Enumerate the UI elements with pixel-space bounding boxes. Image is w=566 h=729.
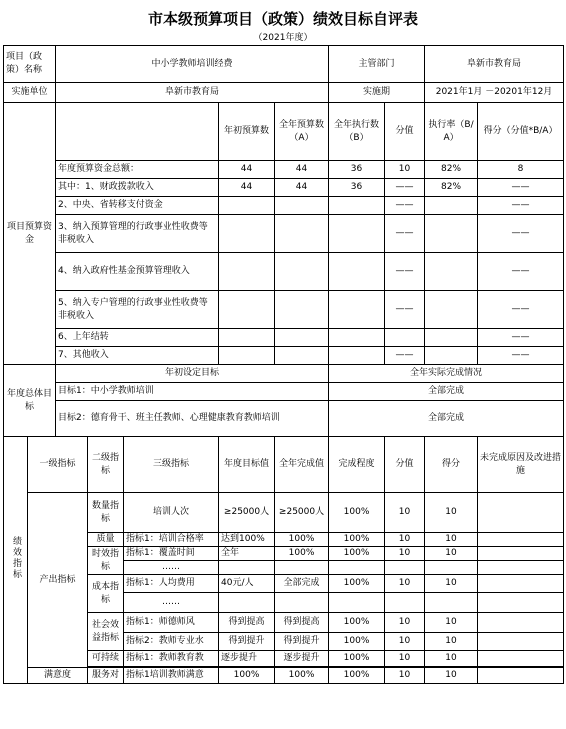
table-row: 可持续 指标1：教师教育教 逐步提升 逐步提升 100% 10 10 bbox=[4, 651, 564, 667]
output-indicator-label: 产出指标 bbox=[28, 493, 88, 668]
ellipsis-cell: …… bbox=[124, 561, 219, 575]
header-score: 分值 bbox=[385, 103, 425, 161]
table-row: 社会效益指标 指标1：师德师风 得到提高 得到提高 100% 10 10 bbox=[4, 613, 564, 633]
table-row: 时效指标 指标1：覆盖时间 全年 100% 100% 10 10 bbox=[4, 547, 564, 561]
budget-section-label: 项目预算资金 bbox=[4, 103, 56, 365]
unit-label: 实施单位 bbox=[4, 83, 56, 103]
header-reason: 未完成原因及改进措施 bbox=[478, 437, 564, 493]
dept-label: 主管部门 bbox=[329, 46, 425, 83]
indicators-section-label: 绩效指标 bbox=[4, 437, 28, 684]
goals-planned-header: 年初设定目标 bbox=[56, 365, 329, 383]
ellipsis-cell: …… bbox=[124, 593, 219, 613]
table-row: 产出指标 数量指标 培训人次 ≥25000人 ≥25000人 100% 10 10 bbox=[4, 493, 564, 533]
header-degree: 完成程度 bbox=[329, 437, 385, 493]
table-row: 2、中央、省转移支付资金 —— —— bbox=[4, 197, 564, 215]
header-ind-score: 分值 bbox=[385, 437, 425, 493]
header-ind-got: 得分 bbox=[425, 437, 478, 493]
page-subtitle-year: （2021年度） bbox=[253, 33, 313, 43]
dept-value: 阜新市教育局 bbox=[425, 46, 564, 83]
self-evaluation-table bbox=[3, 45, 564, 684]
table-row: 5、纳入专户管理的行政事业性收费等非税收入 —— —— bbox=[4, 291, 564, 329]
table-row: 目标1：中小学教师培训 全部完成 bbox=[4, 383, 564, 401]
period-value: 2021年1月 －20201年12月 bbox=[425, 83, 564, 103]
table-row: 3、纳入预算管理的行政事业性收费等非税收入 —— —— bbox=[4, 215, 564, 253]
project-name: 中小学教师培训经费 bbox=[56, 46, 329, 83]
table-row: 成本指标 指标1：人均费用 40元/人 全部完成 100% 10 10 bbox=[4, 575, 564, 593]
goals-actual-header: 全年实际完成情况 bbox=[329, 365, 564, 383]
table-row: 指标2：教师专业水 得到提升 得到提升 100% 10 10 bbox=[4, 633, 564, 651]
unit-value: 阜新市教育局 bbox=[56, 83, 329, 103]
table-row: 年度预算资金总额： 44 44 36 10 82% 8 bbox=[4, 161, 564, 179]
header-rate: 执行率（B/A） bbox=[425, 103, 478, 161]
header-initial-budget: 年初预算数 bbox=[219, 103, 275, 161]
header-annual-budget: 全年预算数（A） bbox=[275, 103, 329, 161]
header-level2: 二级指标 bbox=[88, 437, 124, 493]
table-row: 目标2：德育骨干、班主任教师、心理健康教育教师培训 全部完成 bbox=[4, 401, 564, 437]
table-row: 满意度 服务对 指标1培训教师满意 100% 100% 100% 10 10 bbox=[4, 668, 564, 684]
header-level3: 三级指标 bbox=[124, 437, 219, 493]
table-row: 6、上年结转 —— bbox=[4, 329, 564, 347]
header-executed: 全年执行数（B） bbox=[329, 103, 385, 161]
period-label: 实施期 bbox=[329, 83, 425, 103]
page-title: 市本级预算项目（政策）绩效目标自评表 bbox=[147, 10, 418, 28]
header-level1: 一级指标 bbox=[28, 437, 88, 493]
header-got: 得分（分值*B/A） bbox=[478, 103, 564, 161]
satisfaction-label: 满意度 bbox=[28, 668, 88, 684]
table-row: 4、纳入政府性基金预算管理收入 —— —— bbox=[4, 253, 564, 291]
project-name-label: 项目（政策）名称 bbox=[4, 46, 56, 83]
header-target: 年度目标值 bbox=[219, 437, 275, 493]
header-actual: 全年完成值 bbox=[275, 437, 329, 493]
goals-section-label: 年度总体目标 bbox=[4, 365, 56, 437]
table-row: 其中：1、财政拨款收入 44 44 36 —— 82% —— bbox=[4, 179, 564, 197]
table-row: 7、其他收入 —— —— bbox=[4, 347, 564, 365]
table-row: 质量 指标1：培训合格率 达到100% 100% 100% 10 10 bbox=[4, 533, 564, 547]
